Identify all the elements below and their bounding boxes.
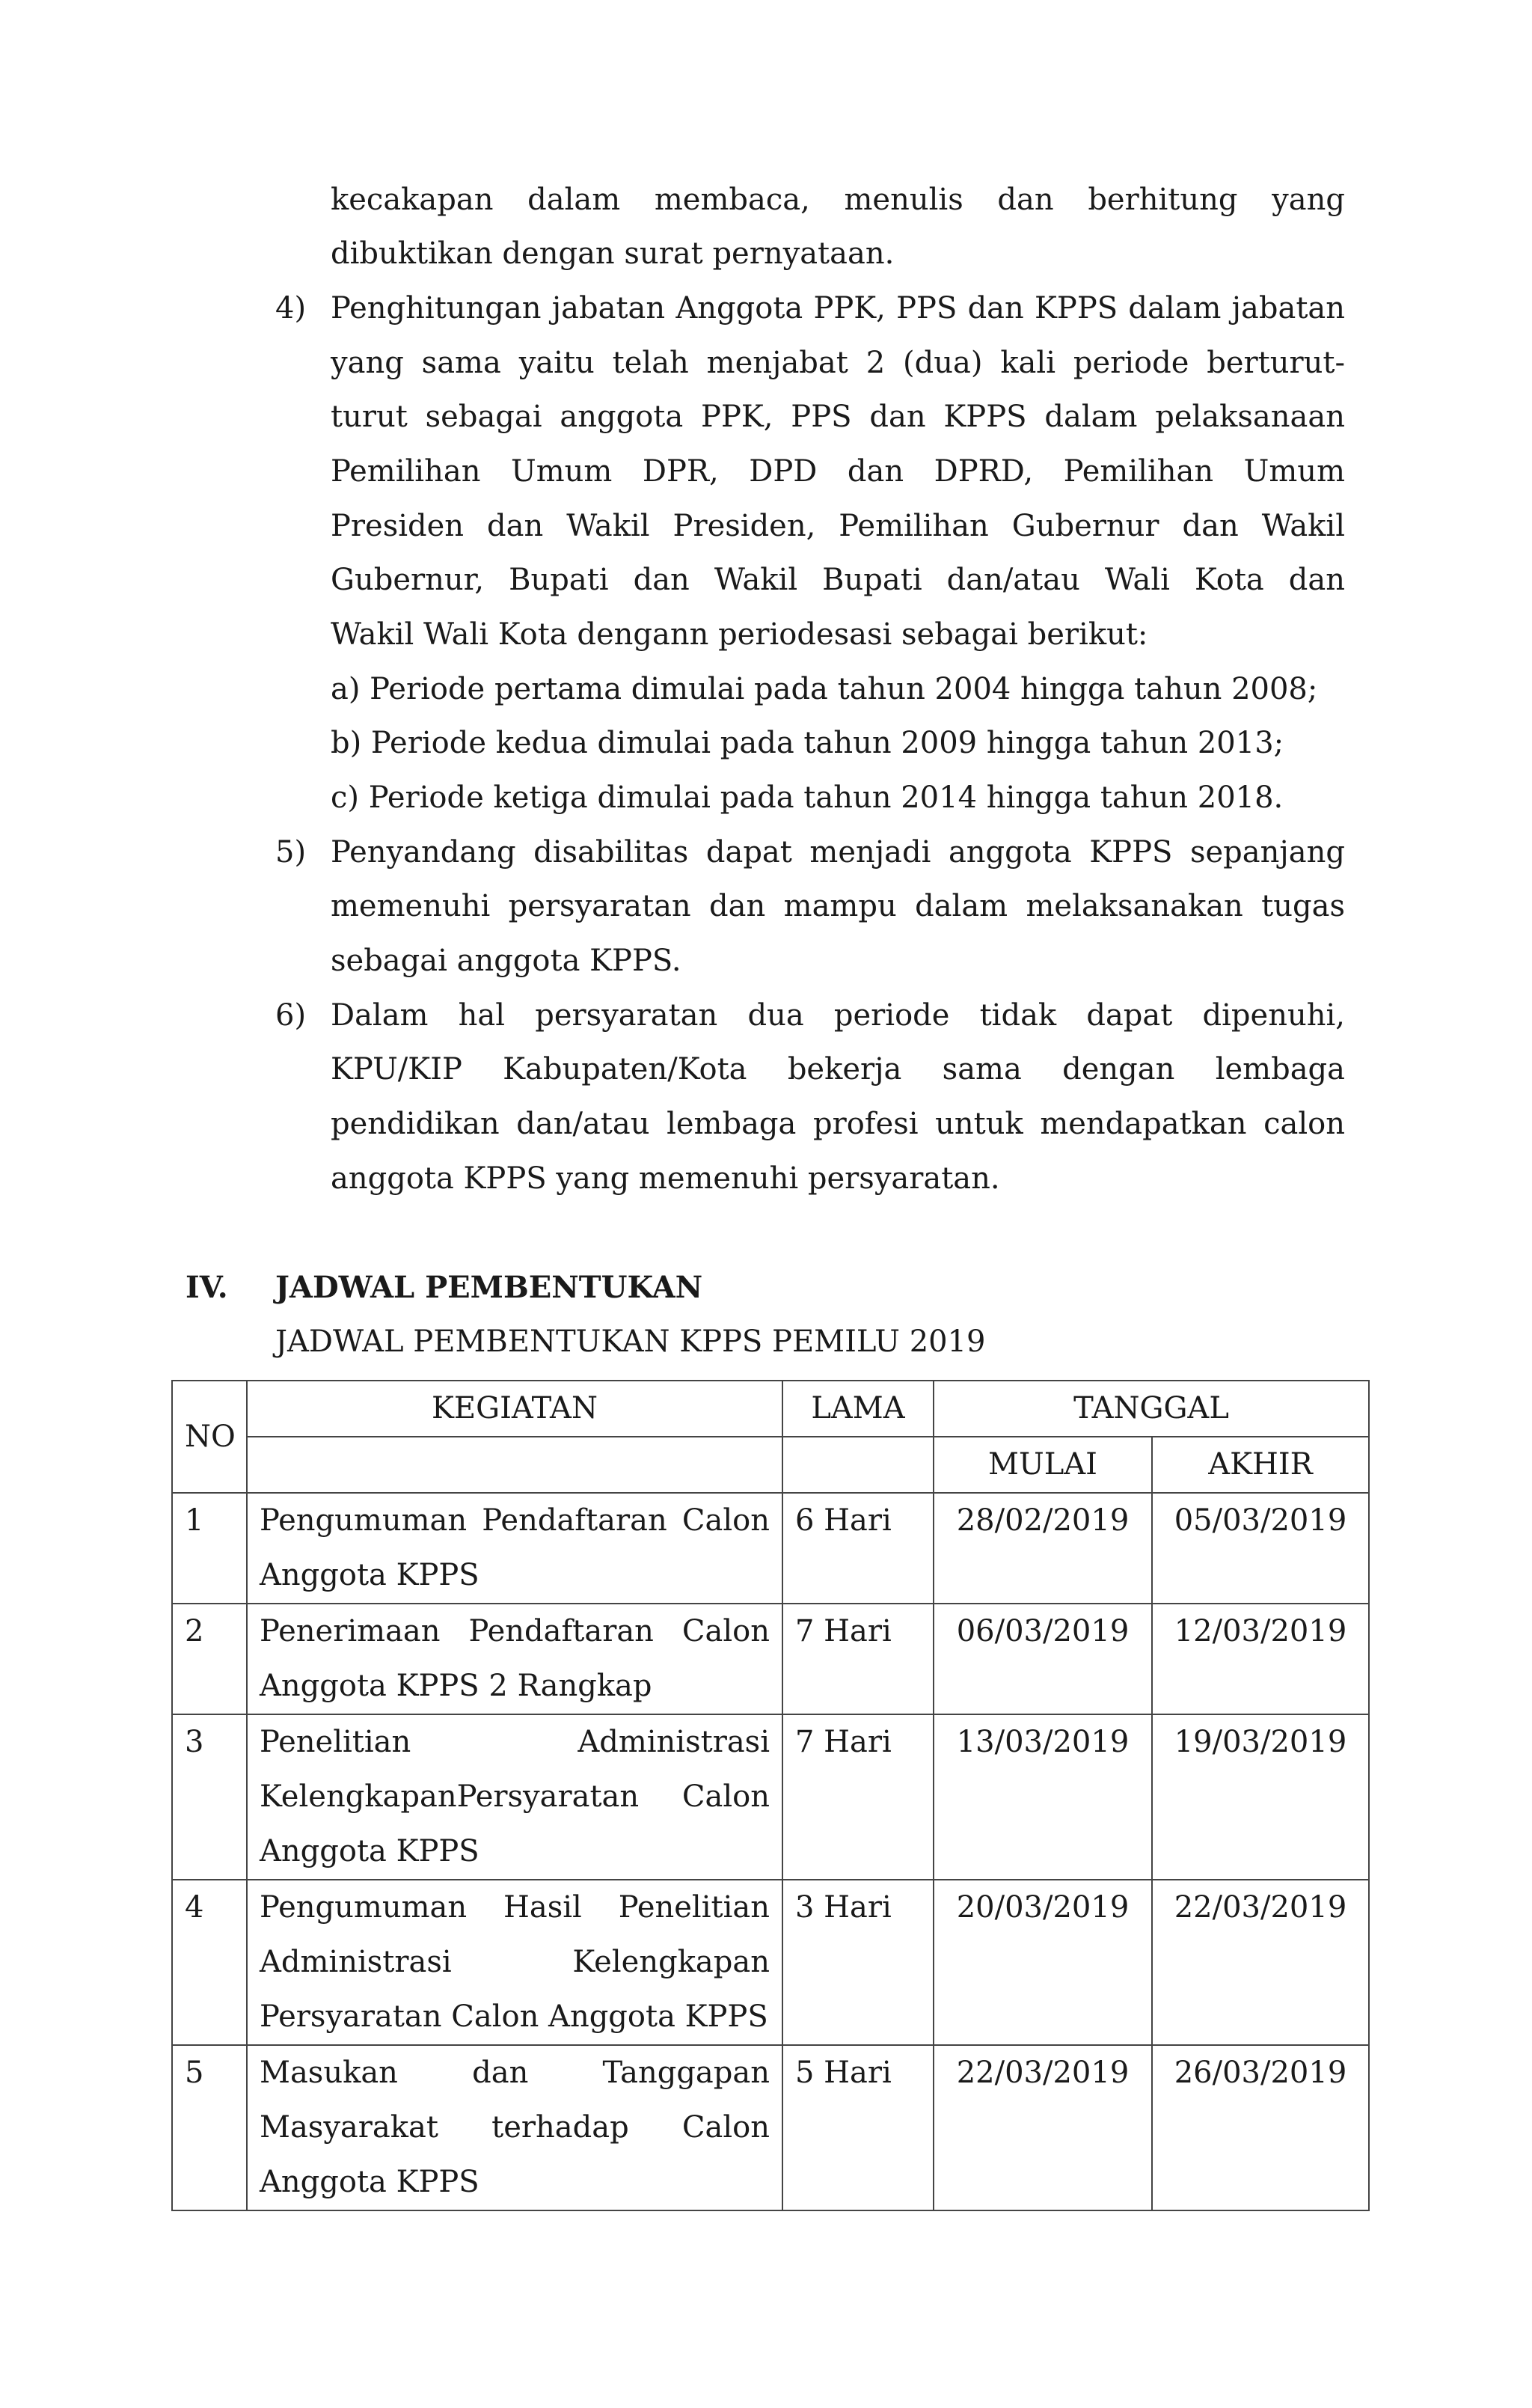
header-kegiatan: KEGIATAN xyxy=(247,1381,782,1437)
item-line: Wakil Wali Kota dengann periodesasi sebagai berikut: xyxy=(331,617,1148,652)
cell-kegiatan: Penerimaan Pendaftaran Calon Anggota KPPS 2 Rangkap xyxy=(247,1604,782,1714)
cell-mulai: 22/03/2019 xyxy=(934,2045,1152,2210)
header-empty xyxy=(247,1437,782,1493)
section-title: JADWAL PEMBENTUKAN xyxy=(275,1270,703,1305)
cell-kegiatan: Pengumuman Hasil Penelitian Administrasi Kelengkapan Persyaratan Calon Anggota KPPS xyxy=(247,1880,782,2045)
sub-item: a) Periode pertama dimulai pada tahun 2004 hingga tahun 2008; xyxy=(331,672,1318,706)
sub-item: c) Periode ketiga dimulai pada tahun 2014 hingga tahun 2018. xyxy=(331,780,1284,815)
cell-mulai: 06/03/2019 xyxy=(934,1604,1152,1714)
table-row xyxy=(172,1714,1369,1880)
header-lama: LAMA xyxy=(782,1381,934,1437)
header-mulai: MULAI xyxy=(934,1437,1152,1493)
item-line: Pemilihan Umum DPR, DPD dan DPRD, Pemilihan Umum xyxy=(331,454,1345,489)
table-subheader-row xyxy=(172,1437,1369,1493)
cell-lama: 5 Hari xyxy=(782,2045,934,2210)
cell-no: 5 xyxy=(172,2045,247,2210)
cell-kegiatan: Pengumuman Pendaftaran Calon Anggota KPPS xyxy=(247,1493,782,1604)
cell-akhir: 19/03/2019 xyxy=(1152,1714,1369,1880)
schedule-table xyxy=(171,1380,1370,2211)
header-no: NO xyxy=(172,1381,247,1493)
cell-akhir: 05/03/2019 xyxy=(1152,1493,1369,1604)
cell-lama: 3 Hari xyxy=(782,1880,934,2045)
cell-kegiatan: Masukan dan Tanggapan Masyarakat terhadap Calon Anggota KPPS xyxy=(247,2045,782,2210)
cell-mulai: 13/03/2019 xyxy=(934,1714,1152,1880)
item-line: Dalam hal persyaratan dua periode tidak dapat dipenuhi, xyxy=(331,998,1345,1033)
paragraph-line: dibuktikan dengan surat pernyataan. xyxy=(331,236,895,271)
cell-lama: 6 Hari xyxy=(782,1493,934,1604)
cell-akhir: 12/03/2019 xyxy=(1152,1604,1369,1714)
cell-lama: 7 Hari xyxy=(782,1604,934,1714)
item-number: 6) xyxy=(275,998,307,1033)
cell-akhir: 22/03/2019 xyxy=(1152,1880,1369,2045)
item-line: Gubernur, Bupati dan Wakil Bupati dan/atau Wali Kota dan xyxy=(331,563,1345,597)
section-number: IV. xyxy=(186,1270,228,1305)
item-line: anggota KPPS yang memenuhi persyaratan. xyxy=(331,1161,1000,1196)
header-tanggal: TANGGAL xyxy=(934,1381,1369,1437)
item-line: turut sebagai anggota PPK, PPS dan KPPS dalam pelaksanaan xyxy=(331,400,1345,434)
header-akhir: AKHIR xyxy=(1152,1437,1369,1493)
item-line: KPU/KIP Kabupaten/Kota bekerja sama dengan lembaga xyxy=(331,1052,1345,1087)
item-line: pendidikan dan/atau lembaga profesi untuk mendapatkan calon xyxy=(331,1107,1345,1141)
item-line: sebagai anggota KPPS. xyxy=(331,944,681,978)
item-number: 5) xyxy=(275,835,307,870)
table-header-row xyxy=(172,1381,1369,1437)
item-line: yang sama yaitu telah menjabat 2 (dua) kali periode berturut- xyxy=(331,346,1345,380)
cell-mulai: 28/02/2019 xyxy=(934,1493,1152,1604)
item-line: Penghitungan jabatan Anggota PPK, PPS dan KPPS dalam jabatan xyxy=(331,291,1345,326)
cell-no: 1 xyxy=(172,1493,247,1604)
cell-no: 4 xyxy=(172,1880,247,2045)
table-row xyxy=(172,2045,1369,2210)
cell-akhir: 26/03/2019 xyxy=(1152,2045,1369,2210)
table-row xyxy=(172,1880,1369,2045)
table-row xyxy=(172,1493,1369,1604)
cell-lama: 7 Hari xyxy=(782,1714,934,1880)
table-caption: JADWAL PEMBENTUKAN KPPS PEMILU 2019 xyxy=(275,1324,986,1359)
cell-kegiatan: Penelitian Administrasi KelengkapanPersyaratan Calon Anggota KPPS xyxy=(247,1714,782,1880)
item-number: 4) xyxy=(275,291,307,326)
item-line: Penyandang disabilitas dapat menjadi anggota KPPS sepanjang xyxy=(331,835,1345,870)
paragraph-line: kecakapan dalam membaca, menulis dan berhitung yang xyxy=(331,183,1345,217)
header-empty xyxy=(782,1437,934,1493)
sub-item: b) Periode kedua dimulai pada tahun 2009 hingga tahun 2013; xyxy=(331,726,1284,760)
cell-mulai: 20/03/2019 xyxy=(934,1880,1152,2045)
table-row xyxy=(172,1604,1369,1714)
item-line: memenuhi persyaratan dan mampu dalam melaksanakan tugas xyxy=(331,889,1345,923)
cell-no: 3 xyxy=(172,1714,247,1880)
item-line: Presiden dan Wakil Presiden, Pemilihan Gubernur dan Wakil xyxy=(331,509,1345,543)
cell-no: 2 xyxy=(172,1604,247,1714)
